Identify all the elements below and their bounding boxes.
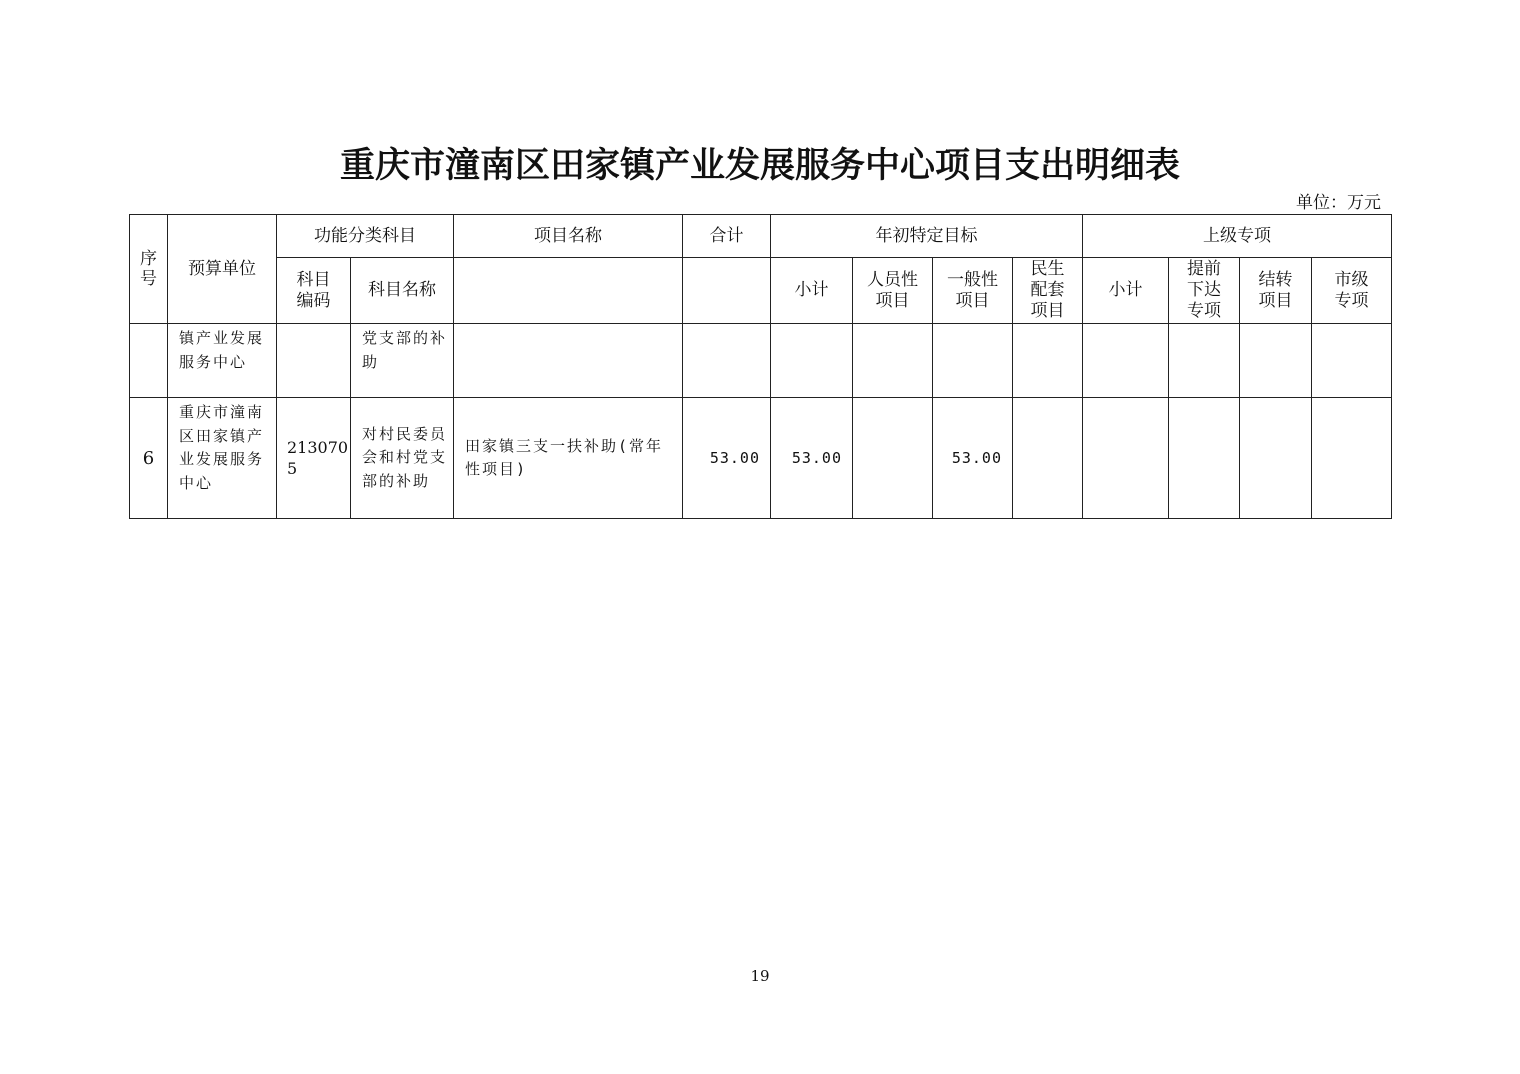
cell-personnel (853, 398, 933, 519)
header-carryover-items: 结转项目 (1240, 258, 1312, 324)
cell-subject-name: 对村民委员会和村党支部的补助 (351, 398, 454, 519)
header-special-subtotal: 小计 (1083, 258, 1169, 324)
table-row (130, 324, 1392, 398)
cell-budget-unit: 镇产业发展服务中心 (168, 324, 277, 398)
header-row-2 (130, 258, 1392, 324)
page-number: 19 (750, 967, 770, 985)
header-row-1 (130, 215, 1392, 258)
cell-general: 53.00 (933, 398, 1013, 519)
header-total-blank (683, 258, 771, 324)
header-project-name-blank (454, 258, 683, 324)
page-title: 重庆市潼南区田家镇产业发展服务中心项目支出明细表 (339, 146, 1180, 186)
header-budget-unit: 预算单位 (168, 215, 277, 324)
cell-city (1312, 398, 1392, 519)
header-project-name: 项目名称 (454, 215, 683, 258)
header-superior-special: 上级专项 (1083, 215, 1392, 258)
cell-total: 53.00 (683, 398, 771, 519)
cell-general (933, 324, 1013, 398)
cell-advance (1169, 324, 1240, 398)
header-subject-code: 科目编码 (277, 258, 351, 324)
header-personnel-items: 人员性项目 (853, 258, 933, 324)
expenditure-table (129, 214, 1392, 519)
cell-advance (1169, 398, 1240, 519)
header-advance-items: 提前下达专项 (1169, 258, 1240, 324)
cell-carryover (1240, 398, 1312, 519)
cell-subject-code (277, 324, 351, 398)
cell-special-subtotal (1083, 398, 1169, 519)
cell-project-name (454, 324, 683, 398)
cell-subject-name: 党支部的补助 (351, 324, 454, 398)
header-general-items: 一般性项目 (933, 258, 1013, 324)
cell-carryover (1240, 324, 1312, 398)
header-function-category: 功能分类科目 (277, 215, 454, 258)
cell-personnel (853, 324, 933, 398)
cell-livelihood (1013, 398, 1083, 519)
cell-city (1312, 324, 1392, 398)
cell-project-name: 田家镇三支一扶补助(常年性项目) (454, 398, 683, 519)
cell-total (683, 324, 771, 398)
header-target-subtotal: 小计 (771, 258, 853, 324)
cell-livelihood (1013, 324, 1083, 398)
header-livelihood-items: 民生配套项目 (1013, 258, 1083, 324)
cell-budget-unit: 重庆市潼南区田家镇产业发展服务中心 (168, 398, 277, 519)
header-seq: 序号 (130, 215, 168, 324)
header-total: 合计 (683, 215, 771, 258)
unit-label: 单位：万元 (1296, 193, 1381, 213)
cell-target-subtotal (771, 324, 853, 398)
cell-seq (130, 324, 168, 398)
cell-special-subtotal (1083, 324, 1169, 398)
table-row (130, 398, 1392, 519)
header-annual-target: 年初特定目标 (771, 215, 1083, 258)
cell-target-subtotal: 53.00 (771, 398, 853, 519)
header-city-special: 市级专项 (1312, 258, 1392, 324)
header-subject-name: 科目名称 (351, 258, 454, 324)
cell-subject-code: 2130705 (277, 398, 351, 519)
cell-seq: 6 (130, 398, 168, 519)
